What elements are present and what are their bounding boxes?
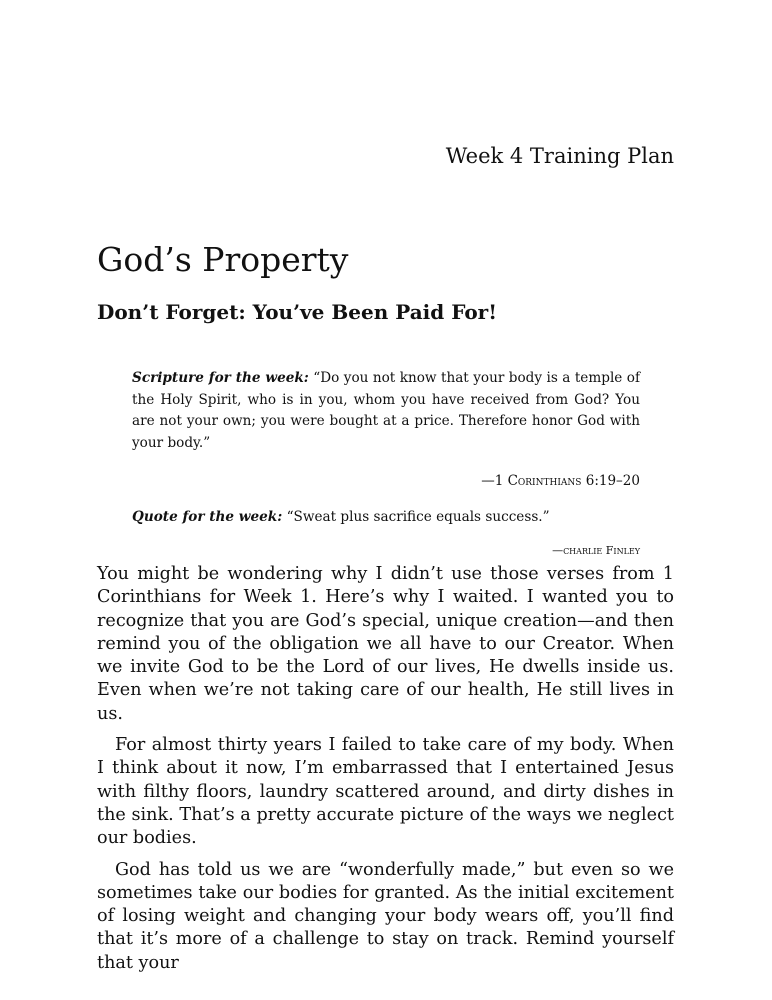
- body-paragraph: God has told us we are “wonderfully made,” but even so we sometimes take our bodies for granted. As the initial excitement of losing weight and changing your body wears off, you’ll find that it’s more of a challenge to stay on track. Remind yourself that your: [97, 859, 674, 973]
- scripture-paragraph: [132, 368, 640, 454]
- body-paragraph: You might be wondering why I didn’t use those verses from 1 Corinthians for Week 1. Here’s why I waited. I wanted you to recognize that you are God’s special, unique creation—and then remind you of the obligation we all have to our Creator. When we invite God to be the Lord of our lives, He dwells inside us. Even when we’re not taking care of our health, He still lives in us.: [97, 564, 674, 724]
- scripture-attribution-ref: 6:19–20: [581, 473, 640, 489]
- scripture-attribution-book: Corinthians: [507, 473, 582, 489]
- quote-attribution-name: charlie Finley: [563, 543, 640, 557]
- body-paragraph: For almost thirty years I failed to take care of my body. When I think about it now, I’m embarrassed that I entertained Jesus with filthy floors, laundry scattered around, and dirty dishes in the sink. That’s a pretty accurate picture of the ways we neglect our bodies.: [97, 735, 674, 849]
- running-head: Week 4 Training Plan: [445, 144, 674, 168]
- quote-attribution-prefix: —: [552, 543, 564, 557]
- scripture-attribution-prefix: —1: [481, 473, 508, 489]
- body-text: [97, 563, 674, 975]
- chapter-subtitle: Don’t Forget: You’ve Been Paid For!: [97, 300, 497, 324]
- quote-label: Quote for the week:: [132, 509, 283, 525]
- weekly-callout: [132, 368, 640, 561]
- scripture-attribution: [132, 471, 640, 491]
- scripture-text: “Do you not know that your body is a temple of the Holy Spirit, who is in you, whom you have received from God? You are not your own; you were bought at a price. Therefore honor God with your body.”: [132, 370, 641, 451]
- quote-attribution: [132, 541, 640, 561]
- quote-text: “Sweat plus sacrifice equals success.”: [286, 509, 550, 525]
- quote-paragraph: [132, 507, 640, 529]
- chapter-title: God’s Property: [97, 240, 349, 279]
- scripture-label: Scripture for the week:: [132, 370, 309, 386]
